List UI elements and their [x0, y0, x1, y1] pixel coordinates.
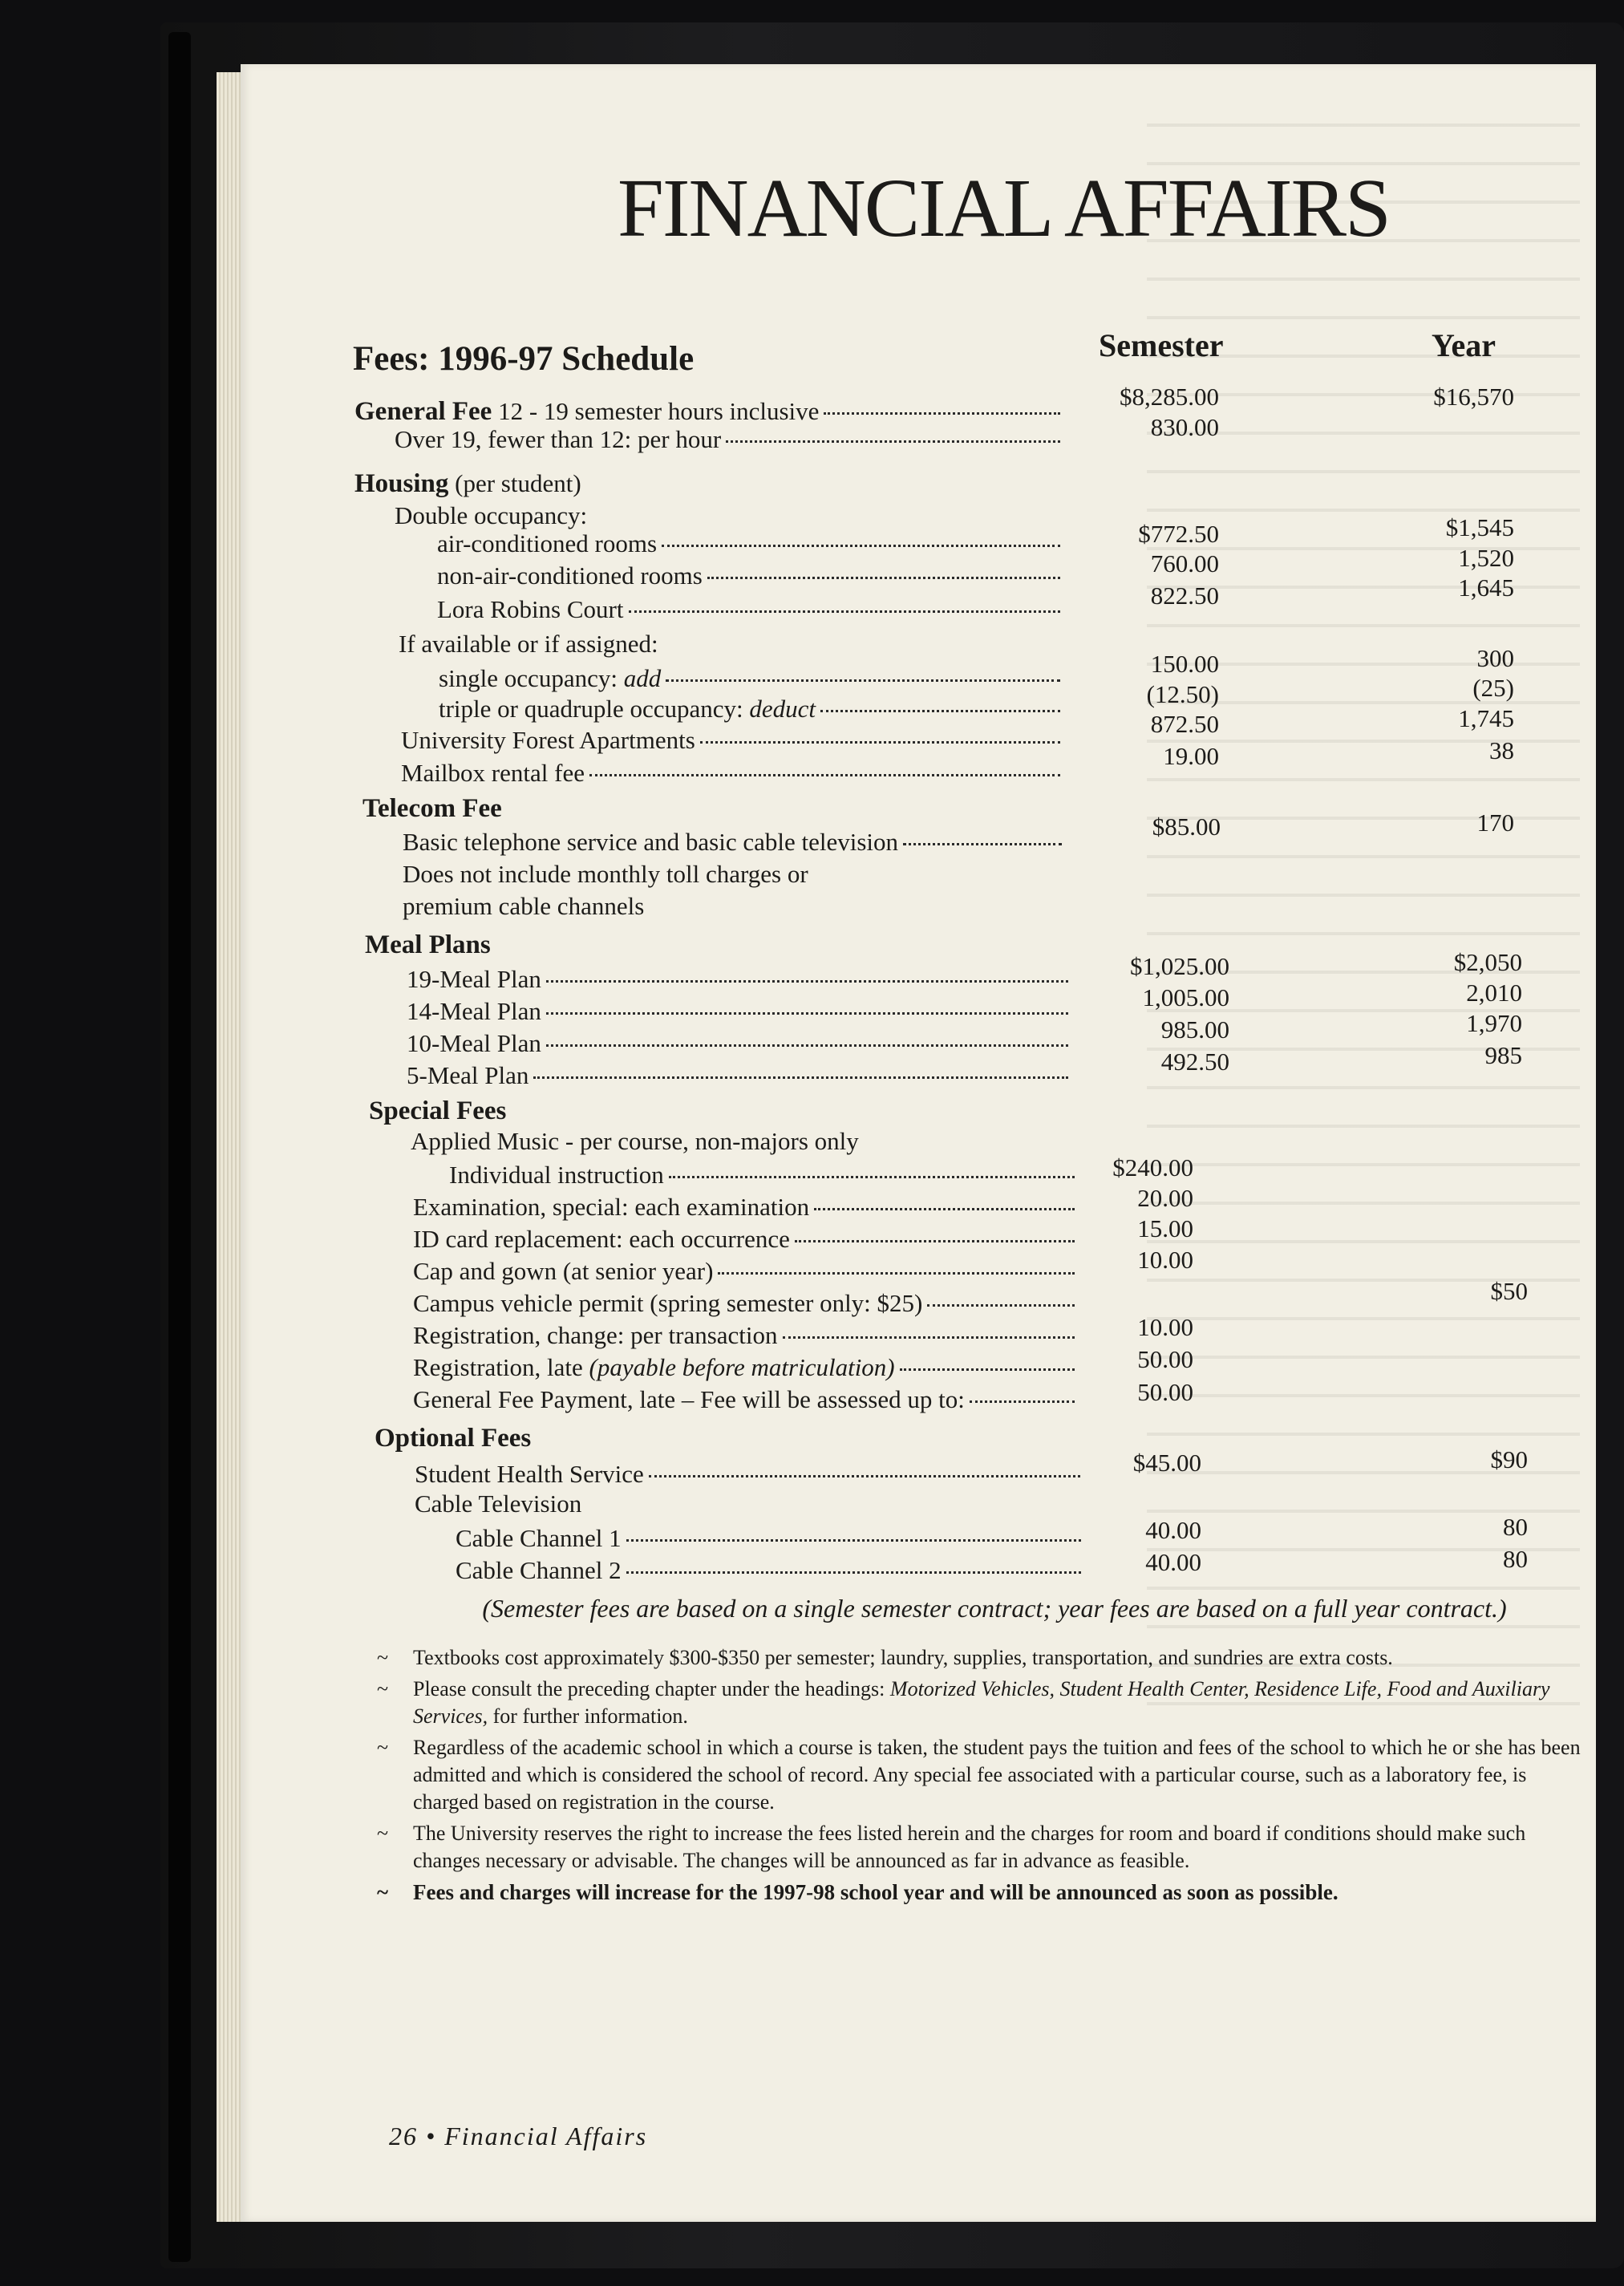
meal-plan-10-year: 1,970: [1466, 1009, 1522, 1037]
special-fees-heading: Special Fees: [369, 1096, 507, 1125]
mailbox-year: 38: [1489, 736, 1514, 764]
housing-nonac-semester: 760.00: [1150, 549, 1219, 578]
leader-dots: [970, 1400, 1075, 1403]
footnotes: [377, 1644, 1596, 1910]
telecom-year: 170: [1476, 809, 1514, 837]
health-service-label: Student Health Service: [415, 1460, 644, 1488]
health-service-row: [415, 1460, 1080, 1492]
leader-dots: [626, 1539, 1081, 1542]
exam-special-semester: 20.00: [1137, 1184, 1193, 1212]
footnote-marker: ~: [377, 1736, 389, 1759]
registration-change-semester: 10.00: [1137, 1313, 1193, 1341]
individual-instruction-semester: $240.00: [1112, 1153, 1193, 1182]
housing-nonac-row: [437, 561, 1060, 594]
schedule-heading: Fees: 1996-97 Schedule: [353, 340, 695, 378]
cable-channel-1-row: [456, 1524, 1081, 1556]
individual-instruction-label: Individual instruction: [449, 1161, 664, 1189]
if-available-label: If available or if assigned:: [399, 630, 658, 658]
housing-lora-semester: 822.50: [1150, 582, 1219, 610]
general-fee-overload-semester: 830.00: [1150, 413, 1219, 441]
optional-fees-heading: Optional Fees: [375, 1424, 532, 1453]
housing-lora-year: 1,645: [1458, 574, 1514, 602]
meal-plan-14-year: 2,010: [1466, 979, 1522, 1007]
single-occupancy-year: 300: [1476, 644, 1514, 672]
single-occupancy-label: single occupancy:: [439, 664, 624, 692]
leader-dots: [669, 1176, 1075, 1178]
leader-dots: [546, 1012, 1068, 1015]
triple-occupancy-row: [439, 695, 1060, 727]
footnote-marker: ~: [377, 1880, 389, 1904]
telecom-note-line1: Does not include monthly toll charges or: [403, 860, 808, 888]
cap-gown-row: [413, 1257, 1075, 1289]
footnote-school-of-record: ~ Regardless of the academic school in which a course is taken, the student pays the tuition and fees of the school to which he or she has been admitted and which is considered the school of record. Any special fee associated with a particular course, such as a laboratory fee, is charged based on registration in the course.: [377, 1736, 1581, 1814]
leader-dots: [726, 440, 1060, 443]
leader-dots: [629, 610, 1061, 613]
page-footer: 26 • Financial Affairs: [389, 2122, 648, 2150]
leader-dots: [927, 1304, 1075, 1307]
cap-gown-semester: 10.00: [1137, 1246, 1193, 1274]
leader-dots: [589, 774, 1060, 776]
meal-plan-5-row: [407, 1061, 1068, 1093]
registration-late-label: Registration, late: [413, 1353, 589, 1381]
leader-dots: [900, 1368, 1075, 1371]
cable-channel-1-label: Cable Channel 1: [456, 1524, 622, 1552]
page-title: FINANCIAL AFFAIRS: [618, 162, 1390, 254]
year-column-header: Year: [1432, 327, 1496, 363]
general-fee-overload-row: [395, 425, 1060, 457]
registration-change-label: Registration, change: per transaction: [413, 1321, 778, 1349]
housing-nonac-label: non-air-conditioned rooms: [437, 561, 703, 590]
general-fee-label: 12 - 19 semester hours inclusive: [498, 397, 820, 425]
meal-plans-heading: Meal Plans: [365, 930, 491, 959]
leader-dots: [903, 843, 1062, 845]
cable-channel-1-semester: 40.00: [1145, 1516, 1201, 1544]
housing-ac-semester: $772.50: [1138, 520, 1219, 548]
cable-channel-2-label: Cable Channel 2: [456, 1556, 622, 1584]
general-fee-late-label: General Fee Payment, late – Fee will be assessed up to:: [413, 1385, 965, 1413]
meal-plan-10-row: [407, 1029, 1068, 1061]
footnote-increase: ~ Fees and charges will increase for the 1997-98 school year and will be announced as soon as possible.: [377, 1880, 1338, 1904]
triple-occupancy-label: triple or quadruple occupancy:: [439, 695, 750, 723]
leader-dots: [649, 1475, 1080, 1477]
meal-plan-10-semester: 985.00: [1160, 1015, 1229, 1044]
cable-channel-1-year: 80: [1503, 1513, 1528, 1541]
vehicle-permit-year: $50: [1490, 1277, 1528, 1305]
footnote-reserves-right: ~ The University reserves the right to increase the fees listed herein and the charges for room and board if conditions should make such changes necessary or advisable. The changes will be announced as far in advance as feasible.: [377, 1822, 1526, 1872]
exam-special-label: Examination, special: each examination: [413, 1193, 810, 1221]
id-card-label: ID card replacement: each occurrence: [413, 1225, 790, 1253]
leader-dots: [824, 412, 1060, 415]
registration-change-row: [413, 1321, 1075, 1353]
mailbox-label: Mailbox rental fee: [401, 759, 585, 787]
health-service-year: $90: [1490, 1445, 1528, 1473]
leader-dots: [546, 1044, 1068, 1047]
double-occupancy-label: Double occupancy:: [395, 501, 588, 529]
meal-plan-14-row: [407, 997, 1068, 1029]
meal-plan-5-label: 5-Meal Plan: [407, 1061, 529, 1089]
meal-plan-5-semester: 492.50: [1160, 1048, 1229, 1076]
leader-dots: [533, 1076, 1068, 1079]
leader-dots: [546, 980, 1068, 983]
meal-plan-14-label: 14-Meal Plan: [407, 997, 541, 1025]
leader-dots: [783, 1336, 1075, 1339]
registration-late-row: [413, 1353, 1075, 1385]
applied-music-label: Applied Music - per course, non-majors only: [411, 1127, 859, 1155]
general-fee-semester: $8,285.00: [1120, 383, 1219, 411]
mailbox-row: [401, 759, 1060, 791]
meal-plan-19-year: $2,050: [1453, 948, 1522, 976]
telecom-semester: $85.00: [1152, 813, 1221, 841]
cable-channel-2-year: 80: [1503, 1545, 1528, 1573]
registration-late-semester: 50.00: [1137, 1345, 1193, 1373]
leader-dots: [707, 577, 1060, 579]
housing-lora-row: [437, 595, 1060, 627]
triple-occupancy-deduct: deduct: [749, 695, 816, 723]
mailbox-semester: 19.00: [1163, 742, 1219, 770]
single-occupancy-semester: 150.00: [1150, 650, 1219, 678]
triple-occupancy-semester: (12.50): [1146, 680, 1219, 708]
meal-plan-5-year: 985: [1484, 1041, 1522, 1069]
general-fee-overload-label: Over 19, fewer than 12: per hour: [395, 425, 722, 453]
telecom-label: Basic telephone service and basic cable television: [403, 828, 899, 856]
housing-nonac-year: 1,520: [1458, 544, 1514, 572]
meal-plan-14-semester: 1,005.00: [1142, 983, 1229, 1011]
footnote-marker: ~: [377, 1822, 389, 1845]
leader-dots: [718, 1272, 1075, 1275]
housing-note: (per student): [455, 469, 581, 497]
leader-dots: [700, 741, 1060, 744]
footnote-textbooks: ~ Textbooks cost approximately $300-$350 per semester; laundry, supplies, transportation, and sundries are extra costs.: [377, 1644, 1596, 1672]
registration-late-note: (payable before matriculation): [589, 1353, 895, 1381]
general-fee-year: $16,570: [1433, 383, 1514, 411]
telecom-row: [403, 828, 1062, 860]
footnote-marker: ~: [377, 1646, 389, 1669]
telecom-heading: Telecom Fee: [362, 794, 502, 823]
vehicle-permit-label: Campus vehicle permit (spring semester only: $25): [413, 1289, 923, 1317]
cable-channel-2-row: [456, 1556, 1081, 1588]
telecom-note-line2: premium cable channels: [403, 892, 645, 920]
forest-apartments-label: University Forest Apartments: [401, 726, 695, 754]
forest-apartments-row: [401, 726, 1060, 758]
general-fee-late-row: [413, 1385, 1075, 1417]
single-occupancy-add: add: [623, 664, 662, 692]
leader-dots: [820, 710, 1060, 712]
housing-lora-label: Lora Robins Court: [437, 595, 624, 623]
leader-dots: [814, 1208, 1075, 1210]
housing-heading: Housing: [354, 469, 449, 498]
leader-dots: [662, 545, 1060, 547]
meal-plan-19-semester: $1,025.00: [1130, 952, 1229, 980]
leader-dots: [795, 1240, 1075, 1242]
footnote-marker: ~: [377, 1677, 389, 1700]
id-card-semester: 15.00: [1137, 1214, 1193, 1242]
housing-heading-line: [354, 469, 581, 499]
individual-instruction-row: [449, 1161, 1075, 1193]
cable-channel-2-semester: 40.00: [1145, 1548, 1201, 1576]
cable-television-heading: Cable Television: [415, 1490, 582, 1518]
housing-ac-label: air-conditioned rooms: [437, 529, 658, 557]
general-fee-late-semester: 50.00: [1137, 1378, 1193, 1406]
health-service-semester: $45.00: [1132, 1449, 1201, 1477]
meal-plan-10-label: 10-Meal Plan: [407, 1029, 541, 1057]
contract-note: (Semester fees are based on a single semester contract; year fees are based on a full year contract.): [482, 1594, 1507, 1623]
general-fee-row: [354, 397, 1060, 429]
housing-ac-year: $1,545: [1445, 513, 1514, 541]
forest-apartments-year: 1,745: [1458, 704, 1514, 732]
id-card-row: [413, 1225, 1075, 1257]
leader-dots: [666, 679, 1060, 682]
semester-column-header: Semester: [1099, 327, 1224, 363]
single-occupancy-row: [439, 664, 1060, 696]
exam-special-row: [413, 1193, 1075, 1225]
general-fee-heading: General Fee: [354, 397, 492, 426]
triple-occupancy-year: (25): [1472, 674, 1514, 702]
meal-plan-19-row: [407, 965, 1068, 997]
leader-dots: [626, 1571, 1081, 1574]
cap-gown-label: Cap and gown (at senior year): [413, 1257, 714, 1285]
forest-apartments-semester: 872.50: [1150, 710, 1219, 738]
housing-ac-row: [437, 529, 1060, 561]
vehicle-permit-row: [413, 1289, 1075, 1321]
meal-plan-19-label: 19-Meal Plan: [407, 965, 541, 993]
footnote-consult: ~ Please consult the preceding chapter under the headings: Motorized Vehicles, Student Health Center, Residence Life, Food and Auxiliary Services, for further information.: [377, 1677, 1550, 1728]
